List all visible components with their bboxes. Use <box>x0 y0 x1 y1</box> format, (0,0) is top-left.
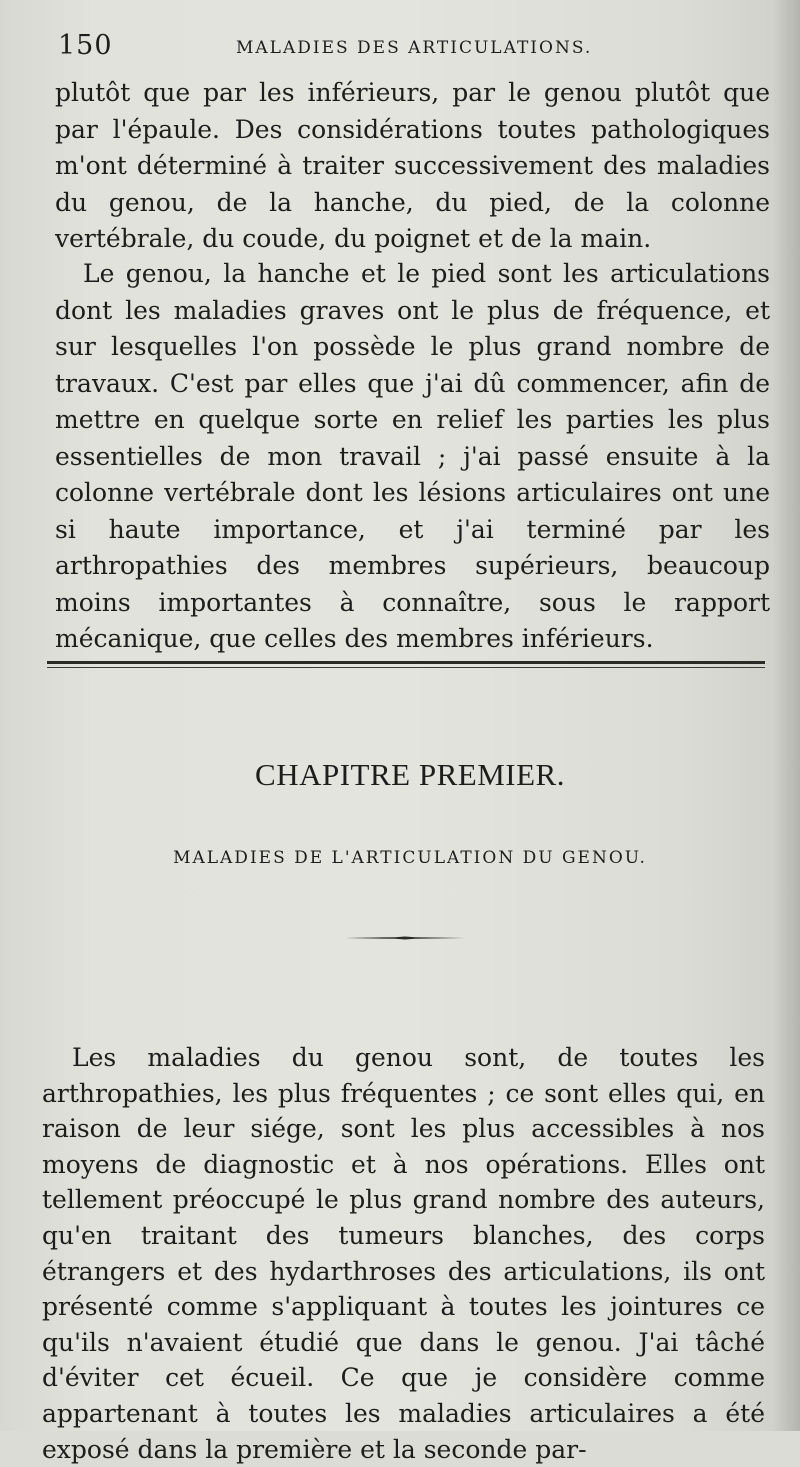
section-divider-rule <box>47 661 765 669</box>
ornament-rule <box>345 935 465 941</box>
page-number: 150 <box>58 30 113 61</box>
divider-thin-line <box>47 667 765 668</box>
divider-thick-line <box>47 661 765 664</box>
paragraph-genou: Les maladies du genou sont, de toutes les arthropathies, les plus fréquentes ; ce sont elles qui, en raison de leur siége, sont les plus accessibles à nos moyens de diagnostic et à nos opérations. Elles ont tellement préoccupé le plus grand nombre des auteurs, qu'en traitant des tumeurs blanches, des corps étrangers et des hydarthroses des articulations, ils ont présenté comme s'appliquant à toutes les jointures ce qu'ils n'avaient étudié que dans le genou. J'ai tâché d'éviter cet écueil. Ce que je considère comme appartenant à toutes les maladies articulaires a été exposé dans la première et la seconde par- <box>42 1043 765 1464</box>
chapter-title: CHAPITRE PREMIER. <box>255 757 565 792</box>
paragraph-articulations: Le genou, la hanche et le pied sont les articulations dont les maladies graves ont le plus de fréquence, et sur lesquelles l'on possède le plus grand nombre de travaux. C'est par elles que j'ai dû commencer, afin de mettre en quelque sorte en relief les parties les plus essentielles de mon travail ; j'ai passé ensuite à la colonne vertébrale dont les lésions articulaires ont une si haute importance, et j'ai terminé par les arthropathies des membres supérieurs, beaucoup moins importantes à connaître, sous le rapport mécanique, que celles des membres inférieurs. <box>55 259 770 653</box>
paragraph-continuation: plutôt que par les inférieurs, par le genou plutôt que par l'épaule. Des considérations toutes pathologiques m'ont déterminé à traiter successivement des maladies du genou, de la hanche, du pied, de la colonne vertébrale, du coude, du poignet et de la main. <box>55 78 770 253</box>
running-head: MALADIES DES ARTICULATIONS. <box>236 38 593 58</box>
chapter-subtitle: MALADIES DE L'ARTICULATION DU GENOU. <box>173 848 647 868</box>
page-edge-shadow <box>772 0 800 1431</box>
page-header <box>58 30 758 70</box>
